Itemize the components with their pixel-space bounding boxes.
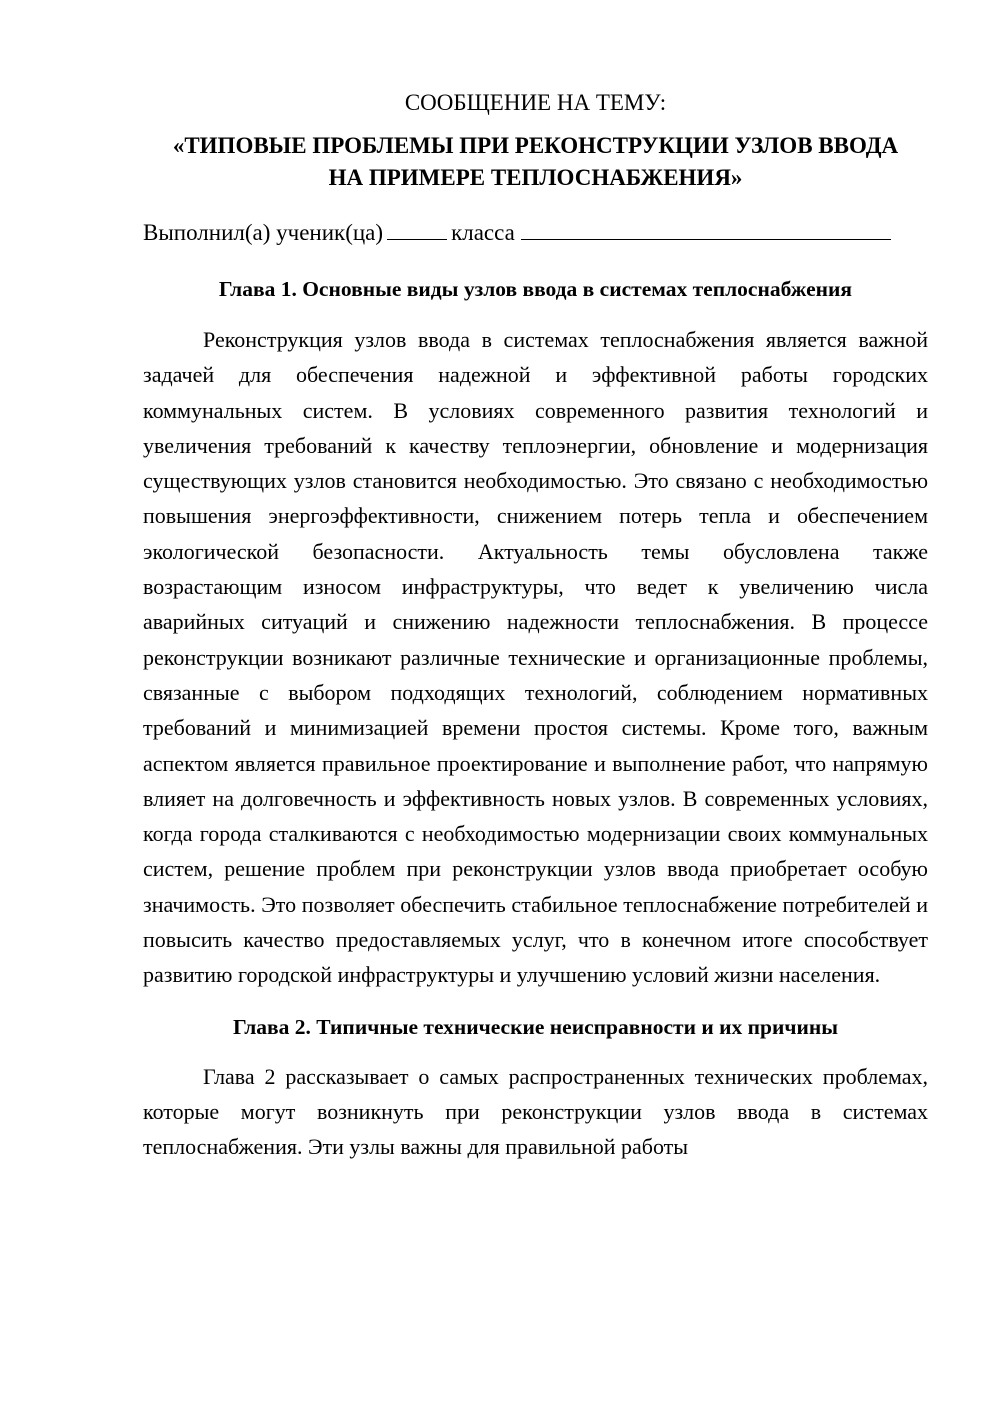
document-title-line-2: НА ПРИМЕРЕ ТЕПЛОСНАБЖЕНИЯ» xyxy=(328,165,743,190)
author-label: Выполнил(а) ученик(ца) xyxy=(143,220,384,245)
document-heading: СООБЩЕНИЕ НА ТЕМУ: xyxy=(404,90,667,115)
chapter-1-heading: Глава 1. Основные виды узлов ввода в системах теплоснабжения xyxy=(218,277,853,301)
document-title xyxy=(143,130,928,194)
page-content xyxy=(143,88,928,1165)
chapter-1-paragraph: Реконструкция узлов ввода в системах теплоснабжения является важной задачей для обеспечения надежной и эффективной работы городских коммунальных систем. В условиях современного развития технологий и увеличения требований к качеству теплоэнергии, обновление и модернизация существующих узлов становится необходимостью. Это связано с необходимостью повышения энергоэффективности, снижением потерь тепла и обеспечением экологической безопасности. Актуальность темы обусловлена также возрастающим износом инфраструктуры, что ведет к увеличению числа аварийных ситуаций и снижению надежности теплоснабжения. В процессе реконструкции возникают различные технические и организационные проблемы, связанные с выбором подходящих технологий, соблюдением нормативных требований и минимизацией времени простоя системы. Кроме того, важным аспектом является правильное проектирование и выполнение работ, что напрямую влияет на долговечность и эффективность новых узлов. В современных условиях, когда города сталкиваются с необходимостью модернизации своих коммунальных систем, решение проблем при реконструкции узлов ввода приобретает особую значимость. Это позволяет обеспечить стабильное теплоснабжение потребителей и повысить качество предоставляемых услуг, что в конечном итоге способствует развитию городской инфраструктуры и улучшению условий жизни населения. xyxy=(143,327,928,988)
grade-blank xyxy=(387,219,447,240)
class-label: класса xyxy=(451,220,515,245)
name-blank xyxy=(521,219,891,240)
chapter-2-paragraph: Глава 2 рассказывает о самых распространенных технических проблемах, которые могут возникнуть при реконструкции узлов ввода в системах теплоснабжения. Эти узлы важны для правильной работы xyxy=(143,1063,928,1160)
author-line xyxy=(143,218,928,248)
document-title-line-1: «ТИПОВЫЕ ПРОБЛЕМЫ ПРИ РЕКОНСТРУКЦИИ УЗЛОВ ВВОДА xyxy=(172,133,899,158)
chapter-2-heading: Глава 2. Типичные технические неисправности и их причины xyxy=(232,1014,839,1039)
